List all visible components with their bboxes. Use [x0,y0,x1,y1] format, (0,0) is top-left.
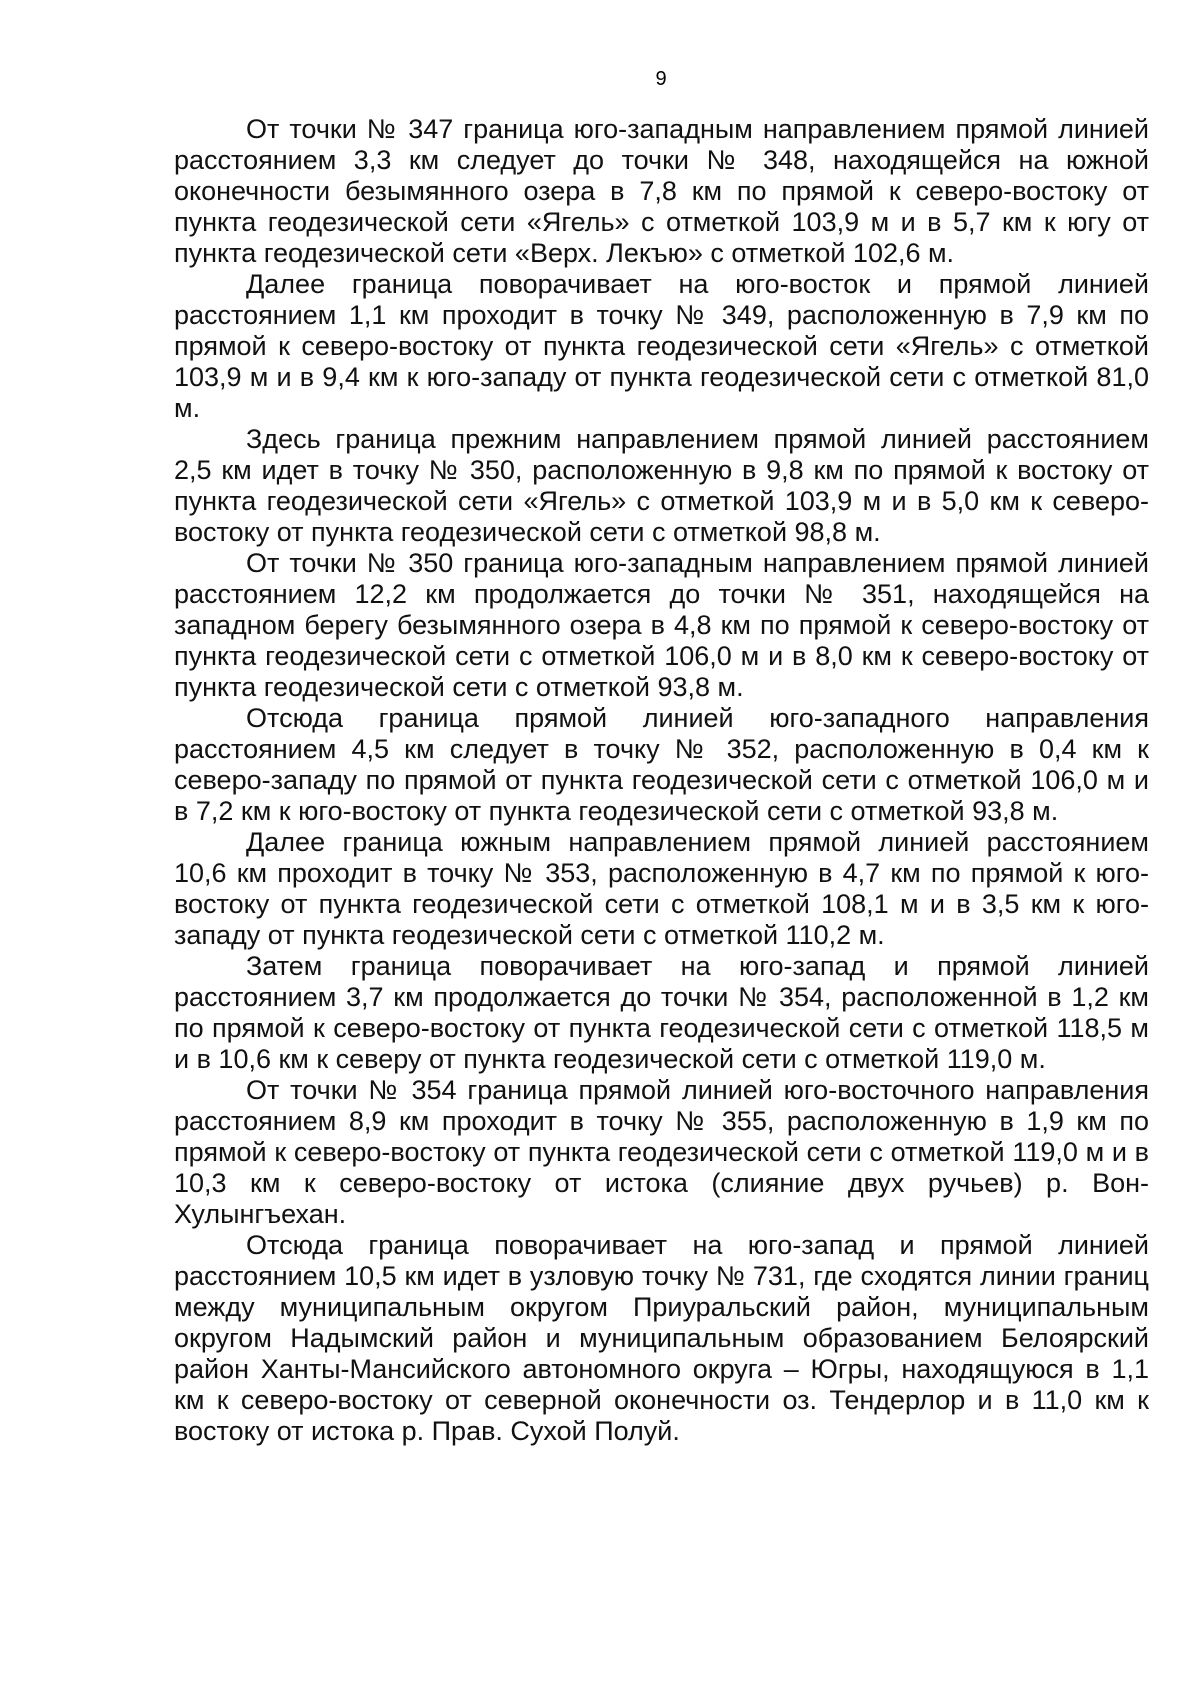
paragraph-point-355: От точки № 354 граница прямой линией юго-восточного направления расстоянием 8,9 км проходит в точку № 355, расположенную в 1,9 км по прямой к северо-востоку от пункта геодезической сети с отметкой 119,0 м и в 10,3 км к северо-востоку от истока (слияние двух ручьев) р. Вон-Хулынгъехан. [174,1075,1149,1229]
paragraph-point-354: Затем граница поворачивает на юго-запад и прямой линией расстоянием 3,7 км продолжается до точки № 354, расположенной в 1,2 км по прямой к северо-востоку от пункта геодезической сети с отметкой 118,5 м и в 10,6 км к северу от пункта геодезической сети с отметкой 119,0 м. [174,951,1149,1074]
paragraph-point-349: Далее граница поворачивает на юго-восток и прямой линией расстоянием 1,1 км проходит в точку № 349, расположенную в 7,9 км по прямой к северо-востоку от пункта геодезической сети «Ягель» с отметкой 103,9 м и в 9,4 км к юго-западу от пункта геодезической сети с отметкой 81,0 м. [174,269,1149,423]
paragraph-point-731: Отсюда граница поворачивает на юго-запад и прямой линией расстоянием 10,5 км идет в узловую точку № 731, где сходятся линии границ между муниципальным округом Приуральский район, муниципальным округом Надымский район и муниципальным образованием Белоярский район Ханты-Мансийского автономного округа – Югры, находящуюся в 1,1 км к северо-востоку от северной оконечности оз. Тендерлор и в 11,0 км к востоку от истока р. Прав. Сухой Полуй. [174,1230,1149,1446]
paragraph-point-353: Далее граница южным направлением прямой линией расстоянием 10,6 км проходит в точку № 353, расположенную в 4,7 км по прямой к юго-востоку от пункта геодезической сети с отметкой 108,1 м и в 3,5 км к юго-западу от пункта геодезической сети с отметкой 110,2 м. [174,827,1149,950]
paragraph-point-350: Здесь граница прежним направлением прямой линией расстоянием 2,5 км идет в точку № 350, расположенную в 9,8 км по прямой к востоку от пункта геодезической сети «Ягель» с отметкой 103,9 м и в 5,0 км к северо-востоку от пункта геодезической сети с отметкой 98,8 м. [174,424,1149,547]
paragraph-point-348: От точки № 347 граница юго-западным направлением прямой линией расстоянием 3,3 км следует до точки № 348, находящейся на южной оконечности безымянного озера в 7,8 км по прямой к северо-востоку от пункта геодезической сети «Ягель» с отметкой 103,9 м и в 5,7 км к югу от пункта геодезической сети «Верх. Лекъю» с отметкой 102,6 м. [174,114,1149,268]
paragraph-point-352: Отсюда граница прямой линией юго-западного направления расстоянием 4,5 км следует в точку № 352, расположенную в 0,4 км к северо-западу по прямой от пункта геодезической сети с отметкой 106,0 м и в 7,2 км к юго-востоку от пункта геодезической сети с отметкой 93,8 м. [174,703,1149,826]
page-number: 9 [655,68,667,90]
document-body [174,114,1149,1447]
paragraph-point-351: От точки № 350 граница юго-западным направлением прямой линией расстоянием 12,2 км продолжается до точки № 351, находящейся на западном берегу безымянного озера в 4,8 км по прямой к северо-востоку от пункта геодезической сети с отметкой 106,0 м и в 8,0 км к северо-востоку от пункта геодезической сети с отметкой 93,8 м. [174,548,1149,702]
